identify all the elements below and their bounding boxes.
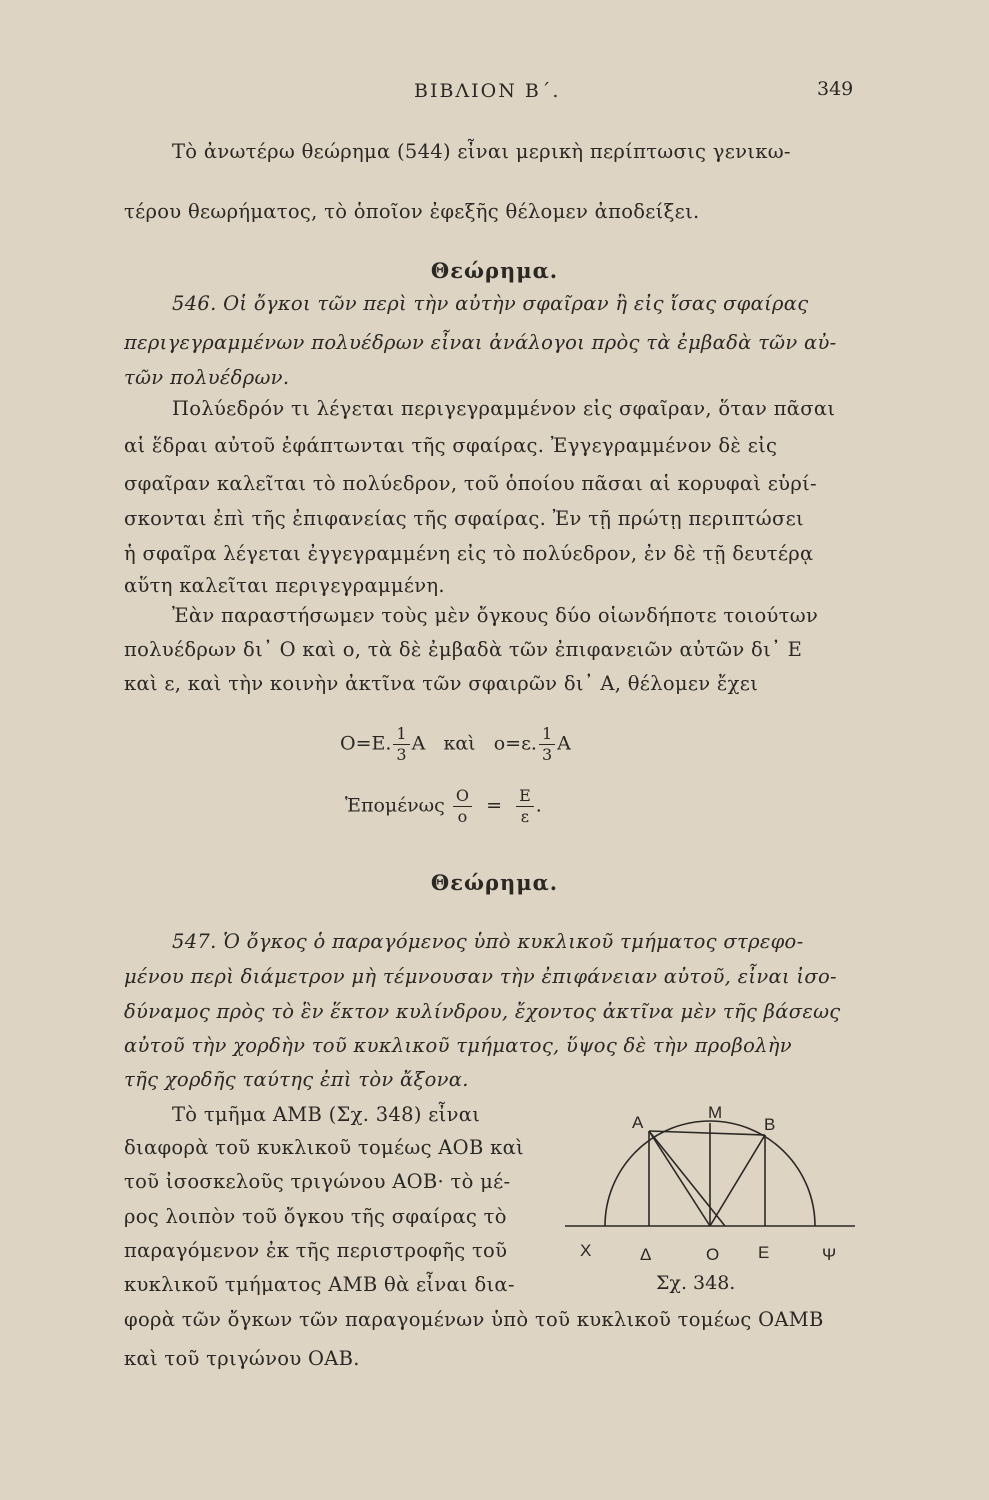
intro-line: Τὸ ἀνωτέρω θεώρημα (544) εἶναι μερικὴ περίπτωσις γενικω- [172, 140, 791, 163]
radius-oa [649, 1131, 710, 1226]
radius-ob [710, 1135, 765, 1226]
fraction-one-third [393, 724, 409, 765]
chord-ab [649, 1131, 765, 1135]
fraction-one-third [539, 724, 555, 765]
body-line: Πολύεδρόν τι λέγεται περιγεγραμμένον εἰς σφαῖραν, ὅταν πᾶσαι [172, 397, 836, 420]
eq-term: Ο=Ε. [340, 732, 392, 755]
eq-term: Α [557, 732, 571, 755]
frac-den: ε [520, 807, 530, 826]
label-b: Β [764, 1115, 776, 1134]
equation-ratio [345, 786, 542, 827]
equation-volumes [340, 724, 571, 765]
eq-equals: = [486, 794, 502, 817]
eq-term: ο=ε. [493, 732, 537, 755]
eq-term: Α [411, 732, 426, 755]
theorem-statement-line: τῶν πολυέδρων. [124, 366, 290, 389]
fraction-volumes [453, 786, 472, 827]
body-line: αἱ ἕδραι αὐτοῦ ἐφάπτωνται τῆς σφαίρας. Ἐγγεγραμμένον δὲ εἰς [124, 434, 778, 457]
body-line: πολυέδρων δι᾽ Ο καὶ ο, τὰ δὲ ἐμβαδὰ τῶν ἐπιφανειῶν αὐτῶν δι᾽ Ε [124, 638, 803, 661]
body-line: καὶ τοῦ τριγώνου ΟΑΒ. [124, 1347, 360, 1370]
body-line: ρος λοιπὸν τοῦ ὄγκου τῆς σφαίρας τὸ [124, 1205, 507, 1228]
theorem-heading: Θεώρημα. [430, 870, 559, 895]
frac-den: 3 [396, 745, 407, 764]
label-m: Μ [708, 1103, 723, 1122]
body-line: Τὸ τμῆμα ΑΜΒ (Σχ. 348) εἶναι [172, 1103, 481, 1126]
body-line: Ἐὰν παραστήσωμεν τοὺς μὲν ὄγκους δύο οἱωνδήποτε τοιούτων [172, 604, 819, 627]
body-line: τοῦ ἰσοσκελοῦς τριγώνου ΑΟΒ· τὸ μέ- [124, 1170, 511, 1193]
body-line: σκονται ἐπὶ τῆς ἐπιφανείας τῆς σφαίρας. Ἐν τῇ πρώτῃ περιπτώσει [124, 507, 804, 530]
label-e: Ε [758, 1243, 770, 1262]
frac-num: Ο [453, 786, 472, 807]
body-line: παραγόμενον ἐκ τῆς περιστροφῆς τοῦ [124, 1239, 508, 1262]
figure-caption: Σχ. 348. [656, 1272, 736, 1294]
running-title: ΒΙΒΛΙΟΝ Β΄. [414, 80, 561, 102]
figure-348 [560, 1098, 870, 1278]
theorem-statement-line: 547. Ὁ ὄγκος ὁ παραγόμενος ὑπὸ κυκλικοῦ τμήματος στρεφο- [172, 930, 804, 953]
label-d: Δ [640, 1245, 652, 1264]
diagonal-line [649, 1131, 725, 1226]
frac-num: 1 [539, 724, 555, 745]
theorem-statement-line: αὐτοῦ τὴν χορδὴν τοῦ κυκλικοῦ τμήματος, ὕψος δὲ τὴν προβολὴν [124, 1034, 792, 1057]
body-line: αὕτη καλεῖται περιγεγραμμένη. [124, 574, 445, 597]
body-line: φορὰ τῶν ὄγκων τῶν παραγομένων ὑπὸ τοῦ κυκλικοῦ τομέως ΟΑΜΒ [124, 1308, 824, 1331]
fraction-areas [516, 786, 534, 827]
frac-num: 1 [393, 724, 409, 745]
label-o: Ο [706, 1245, 720, 1264]
page-number: 349 [817, 78, 854, 100]
theorem-statement-line: περιγεγραμμένων πολυέδρων εἶναι ἀνάλογοι πρὸς τὰ ἐμβαδὰ τῶν αὐ- [124, 331, 837, 354]
theorem-statement-line: δύναμος πρὸς τὸ ἓν ἕκτον κυλίνδρου, ἔχοντος ἀκτῖνα μὲν τῆς βάσεως [124, 1000, 841, 1023]
theorem-statement-line: 546. Οἱ ὄγκοι τῶν περὶ τὴν αὐτὴν σφαῖραν ἢ εἰς ἴσας σφαίρας [172, 292, 809, 315]
theorem-statement-line: μένου περὶ διάμετρον μὴ τέμνουσαν τὴν ἐπιφάνειαν αὐτοῦ, εἶναι ἰσο- [124, 965, 837, 988]
label-x: Χ [580, 1241, 592, 1260]
body-line: σφαῖραν καλεῖται τὸ πολύεδρον, τοῦ ὁποίου πᾶσαι αἱ κορυφαὶ εὑρί- [124, 472, 817, 495]
theorem-heading: Θεώρημα. [430, 258, 559, 283]
body-line: καὶ ε, καὶ τὴν κοινὴν ἀκτῖνα τῶν σφαιρῶν δι᾽ Α, θέλομεν ἔχει [124, 672, 759, 695]
body-line: κυκλικοῦ τμήματος ΑΜΒ θὰ εἶναι δια- [124, 1273, 515, 1296]
eq-prefix: Ἑπομένως [345, 794, 445, 817]
frac-den: ο [457, 807, 468, 826]
body-line: ἡ σφαῖρα λέγεται ἐγγεγραμμένη εἰς τὸ πολύεδρον, ἐν δὲ τῇ δευτέρᾳ [124, 542, 814, 565]
eq-end: . [535, 794, 542, 817]
body-line: διαφορὰ τοῦ κυκλικοῦ τομέως ΑΟΒ καὶ [124, 1136, 524, 1159]
frac-den: 3 [541, 745, 553, 764]
label-a: Α [632, 1113, 644, 1132]
frac-num: Ε [516, 786, 534, 807]
eq-conjunction: καὶ [443, 732, 476, 755]
intro-line: τέρου θεωρήματος, τὸ ὁποῖον ἐφεξῆς θέλομεν ἀποδείξει. [124, 200, 700, 223]
label-y: Ψ [822, 1245, 837, 1264]
theorem-statement-line: τῆς χορδῆς ταύτης ἐπὶ τὸν ἄξονα. [124, 1068, 469, 1091]
